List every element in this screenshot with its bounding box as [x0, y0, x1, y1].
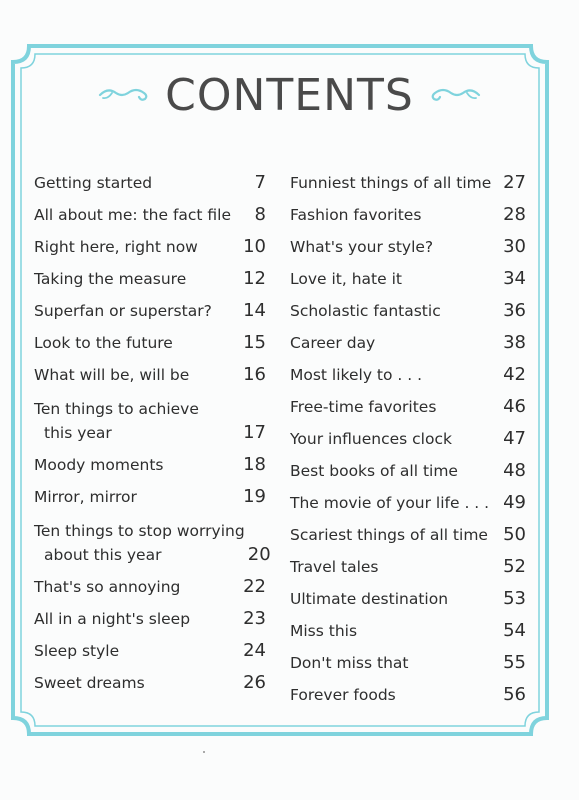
toc-entry[interactable]: Ten things to stop worrying about this year 20	[34, 522, 271, 565]
toc-entry[interactable]: Taking the measure 12	[34, 268, 266, 289]
toc-entry[interactable]: Forever foods 56	[290, 684, 526, 705]
toc-entry[interactable]: Right here, right now 10	[34, 236, 266, 257]
toc-entry[interactable]: Getting started 7	[34, 172, 266, 193]
toc-entry[interactable]: Best books of all time 48	[290, 460, 526, 481]
toc-entry[interactable]: Funniest things of all time 27	[290, 172, 526, 193]
toc-entry[interactable]: Sleep style 24	[34, 640, 266, 661]
speck	[203, 751, 205, 753]
toc-entry[interactable]: Scariest things of all time 50	[290, 524, 526, 545]
toc-entry[interactable]: All in a night's sleep 23	[34, 608, 266, 629]
toc-entry[interactable]: Look to the future 15	[34, 332, 266, 353]
left-swirl-icon	[98, 83, 150, 109]
toc-entry[interactable]: Don't miss that 55	[290, 652, 526, 673]
toc-entry[interactable]: Ten things to achieve this year 17	[34, 400, 266, 443]
title-block	[0, 70, 579, 130]
toc-entry[interactable]: Ultimate destination 53	[290, 588, 526, 609]
right-column	[290, 160, 526, 704]
toc-entry[interactable]: That's so annoying 22	[34, 576, 266, 597]
toc-entry[interactable]: Fashion favorites 28	[290, 204, 526, 225]
toc-entry[interactable]: Miss this 54	[290, 620, 526, 641]
toc-entry[interactable]: Sweet dreams 26	[34, 672, 266, 693]
right-swirl-icon	[429, 83, 481, 109]
toc-entry[interactable]: Love it, hate it 34	[290, 268, 526, 289]
toc-entry[interactable]: Scholastic fantastic 36	[290, 300, 526, 321]
toc-entry[interactable]: Career day 38	[290, 332, 526, 353]
toc-entry[interactable]: Mirror, mirror 19	[34, 486, 266, 507]
toc-entry[interactable]: Your influences clock 47	[290, 428, 526, 449]
toc-entry[interactable]: The movie of your life . . . 49	[290, 492, 526, 513]
toc-entry[interactable]: Travel tales 52	[290, 556, 526, 577]
page-title: CONTENTS	[165, 70, 414, 121]
toc-entry[interactable]: All about me: the fact file 8	[34, 204, 266, 225]
left-column	[34, 160, 271, 693]
toc-entry[interactable]: What's your style? 30	[290, 236, 526, 257]
toc-entry[interactable]: Free-time favorites 46	[290, 396, 526, 417]
toc-entry[interactable]: Superfan or superstar? 14	[34, 300, 266, 321]
toc-entry[interactable]: Moody moments 18	[34, 454, 266, 475]
toc-entry[interactable]: Most likely to . . . 42	[290, 364, 526, 385]
toc-entry[interactable]: What will be, will be 16	[34, 364, 266, 385]
